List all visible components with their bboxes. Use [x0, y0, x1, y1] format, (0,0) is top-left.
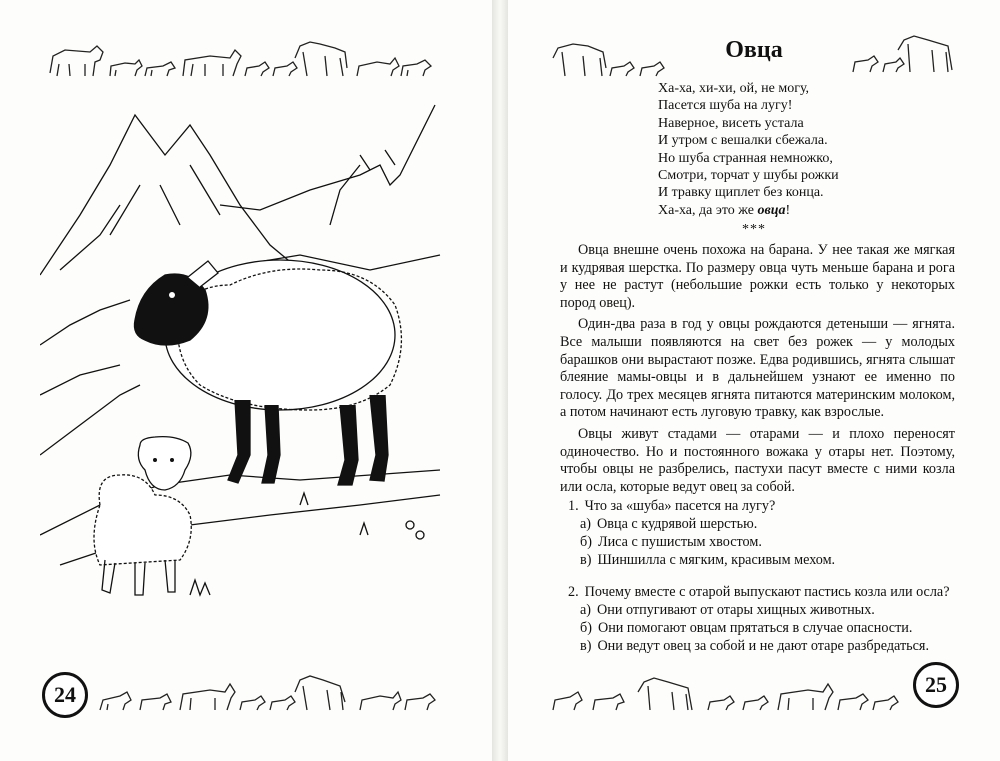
bottom-animal-border — [95, 672, 445, 716]
answer-letter: б) — [580, 534, 592, 550]
answer-option — [580, 619, 968, 637]
farm-animals-border-icon — [548, 672, 908, 716]
sheep-lamb-mountains-illustration — [40, 95, 450, 635]
page-number-right: 25 — [913, 662, 959, 708]
answer-letter: в) — [580, 638, 592, 654]
question-number: 2. — [568, 584, 579, 600]
answer-letter: б) — [580, 620, 592, 636]
article-body — [560, 242, 955, 500]
answer-option — [580, 533, 968, 551]
paragraph: Овца внешне очень похожа на барана. У нее такая же мягкая и кудрявая шерстка. По размеру овца чуть меньше барана и рога у нее не растут (небольшие рожки есть только у некоторых пород овец). — [560, 242, 955, 311]
answer-text: Они отпугивают от отары хищных животных. — [597, 602, 875, 618]
question-2 — [568, 583, 968, 655]
top-animal-border — [45, 38, 445, 82]
answer-letter: в) — [580, 552, 592, 568]
poem-line: Ха-ха, хи-хи, ой, не могу, — [658, 81, 810, 96]
answer-text: Они помогают овцам прятаться в случае опасности. — [597, 620, 913, 636]
section-separator: *** — [742, 222, 766, 237]
book-spine — [492, 0, 508, 761]
sheep-illustration — [40, 95, 450, 640]
poem-line: Пасется шуба на лугу! — [658, 98, 793, 114]
poem-line — [658, 202, 839, 219]
bottom-animal-border — [548, 672, 908, 716]
paragraph: Овцы живут стадами — отарами — и плохо переносят одиночество. Но и постоянного вожака у отары нет. Поэтому, чтобы овцы не разбрелись, пастухи пасут вместе с ними козла или осла, которые ведут овец за собой. — [560, 425, 955, 495]
poem-line: И утром с вешалки сбежала. — [658, 133, 828, 149]
question-text: Почему вместе с отарой выпускают пастись козла или осла? — [584, 584, 950, 600]
left-page — [0, 0, 492, 761]
answer-text: Лиса с пушистым хвостом. — [597, 534, 762, 550]
poem-line-end: ! — [785, 202, 791, 218]
answer-text: Шиншилла с мягким, красивым мехом. — [597, 552, 836, 568]
answer-option — [580, 601, 968, 619]
right-page — [508, 0, 1000, 761]
answer-option — [580, 637, 968, 655]
answer-option — [580, 515, 968, 533]
page-number-left: 24 — [42, 672, 88, 718]
poem-line: Смотри, торчат у шубы рожки — [658, 168, 839, 184]
paragraph: Один-два раза в год у овцы рождаются детеныши — ягнята. Все малыши появляются на свет без рожек — у молодых барашков они вырастают позже. Едва родившись, ягнята слышат блеяние мамы-овцы и в дальнейшем узнают ее именно по голосу. До трех месяцев ягнята питаются материнским молоком, а потом начинают есть луговую травку, как взрослые. — [560, 316, 955, 421]
farm-animals-border-icon — [45, 38, 445, 82]
poem-line: Но шуба странная немножко, — [658, 150, 833, 166]
poem-line: И травку щиплет без конца. — [658, 185, 824, 201]
quiz-questions — [568, 497, 968, 669]
answer-letter: а) — [580, 516, 592, 532]
answer-text: Они ведут овец за собой и не дают отаре разбредаться. — [597, 638, 930, 654]
question-text: Что за «шуба» пасется на лугу? — [584, 498, 776, 514]
poem-line: Наверное, висеть устала — [658, 115, 804, 131]
answer-letter: а) — [580, 602, 592, 618]
poem — [658, 80, 839, 219]
question-1 — [568, 497, 968, 569]
farm-animals-border-icon — [95, 672, 445, 716]
answer-text: Овца с кудрявой шерстью. — [597, 516, 758, 532]
question-number: 1. — [568, 498, 579, 514]
answer-option — [580, 551, 968, 569]
poem-answer: овца — [757, 202, 786, 218]
poem-line-start: Ха-ха, да это же — [658, 202, 758, 218]
page-title: Овца — [725, 37, 783, 63]
